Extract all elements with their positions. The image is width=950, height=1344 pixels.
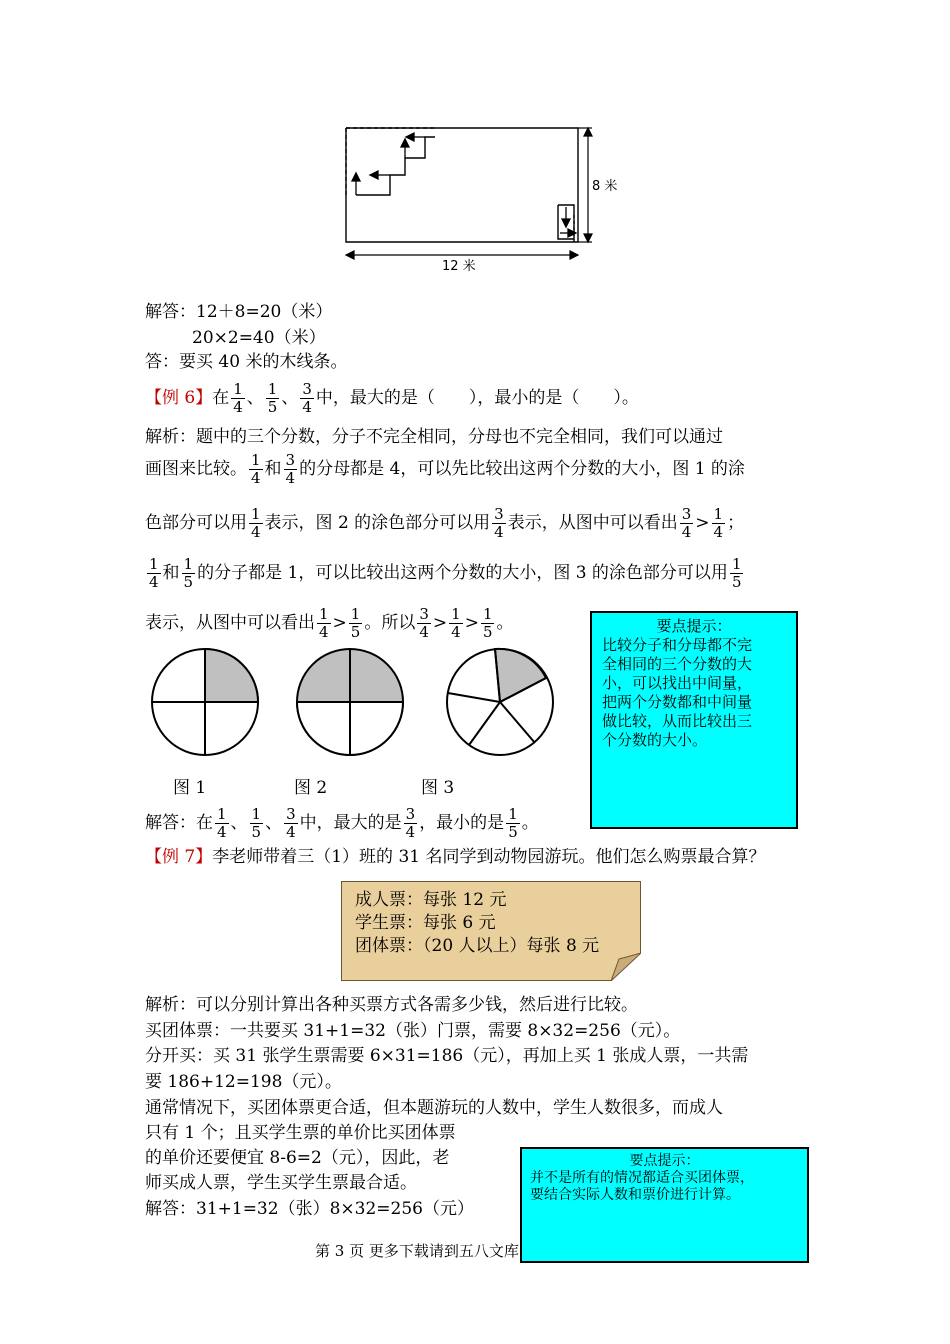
ex6-tag: 【例 6】 [145,388,213,408]
page-curl-icon [611,953,641,981]
page-footer: 第 3 页 更多下载请到五八文库 [315,1242,519,1260]
ex6-answer: 解答：在 $\frac{1}{4}$ 、 $\frac{1}{5}$ 、 $\frac{3}{4}$ 中，最大的是 $\frac{3}{4}$ ，最小的是 $\frac{1}{5}$ 。 [145,805,539,841]
ex6-question: 【例 6】在 $\frac{1}{4}$ 、 $\frac{1}{5}$ 、 $\frac{3}{4}$ 中，最大的是（ ），最小的是（ ）。 [145,380,639,416]
circle-fig1 [152,649,258,755]
width-label: 12 米 [442,259,476,274]
fraction-circles [150,645,570,760]
ex7-question: 【例 7】李老师带着三（1）班的 31 名同学到动物园游玩。他们怎么购票最合算？ [145,847,766,867]
ex6-tip-box: 要点提示： 比较分子和分母都不完 全相同的三个分数的大 小，可以找出中间量， 把两个分数都和中间量 做比较，从而比较出三 个分数的大小。 [590,611,798,829]
ex7-p6: 只有 1 个；且买学生票的单价比买团体票 [145,1123,456,1143]
group-ticket: 团体票：（20 人以上）每张 8 元 [355,936,600,956]
rectangle-diagram [330,115,630,275]
ex7-p9: 解答：31+1=32（张）8×32=256（元） [145,1199,474,1219]
ticket-price-card [341,881,641,981]
ex6-analysis-3: 色部分可以用 $\frac{1}{4}$ 表示，图 2 的涂色部分可以用 $\frac{3}{4}$ 表示，从图中可以看出 $\frac{3}{4}$ > $\frac{1}{4}$ ； [145,505,745,541]
ex7-tip-box: 要点提示： 并不是所有的情况都适合买团体票， 要结合实际人数和票价进行计算。 [520,1147,809,1263]
ex6-analysis-1: 解析：题中的三个分数，分子不完全相同，分母也不完全相同，我们可以通过 [145,427,723,447]
ex7-p7: 的单价还要便宜 8-6=2（元），因此，老 [145,1148,450,1168]
fraction: $\frac{1}{4}$ [233,380,243,416]
ex7-p8: 师买成人票，学生买学生票最合适。 [145,1173,417,1193]
fraction: $\frac{3}{4}$ [302,380,312,416]
rect-outline [346,128,578,242]
circle-fig3 [447,649,553,755]
fig3-caption: 图 3 [421,778,455,798]
fig2-caption: 图 2 [294,778,328,798]
ex7-p1: 解析：可以分别计算出各种买票方式各需多少钱，然后进行比较。 [145,995,638,1015]
ex7-p4: 要 186+12=198（元）。 [145,1072,342,1092]
ex6-analysis-4: $\frac{1}{4}$ 和 $\frac{1}{5}$ 的分子都是 1，可以比较出这两个分数的大小，图 3 的涂色部分可以用 $\frac{1}{5}$ [149,555,742,591]
fig1-caption: 图 1 [173,778,207,798]
circle-fig2 [297,649,403,755]
height-label: 8 米 [592,179,618,194]
ex7-p3: 分开买：买 31 张学生票需要 6×31=186（元），再加上买 1 张成人票，一共需 [145,1046,749,1066]
answer5-line2: 20×2=40（米） [192,328,326,348]
ex7-p5: 通常情况下，买团体票更合适，但本题游玩的人数中，学生人数很多，而成人 [145,1098,723,1118]
ex7-p2: 买团体票：一共要买 31+1=32（张）门票，需要 8×32=256（元）。 [145,1021,681,1041]
tip-title: 要点提示： [656,617,732,635]
adult-ticket: 成人票：每张 12 元 [355,890,507,910]
answer5-line3: 答：要买 40 米的木线条。 [145,352,348,372]
ex7-tag: 【例 7】 [145,847,213,867]
student-ticket: 学生票：每张 6 元 [355,913,496,933]
ex6-analysis-5: 表示，从图中可以看出 $\frac{1}{4}$ > $\frac{1}{5}$ 。所以 $\frac{3}{4}$ > $\frac{1}{4}$ > $\frac{1}{5}$ 。 [145,605,514,641]
fraction: $\frac{1}{5}$ [267,380,278,416]
answer5-line1: 解答：12＋8=20（米） [145,302,333,322]
ex6-analysis-2: 画图来比较。 $\frac{1}{4}$ 和 $\frac{3}{4}$ 的分母都是 4，可以先比较出这两个分数的大小，图 1 的涂 [145,451,745,487]
